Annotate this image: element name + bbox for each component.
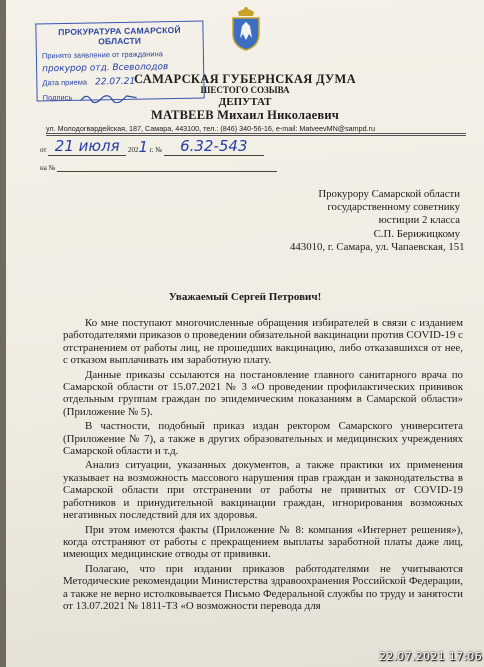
header-divider — [46, 133, 466, 134]
body-paragraph: При этом имеются факты (Приложение № 8: компания «Интернет решения»), когда отстраняют от работы с прекращением выплаты заработной платы даже лиц, имеющих медицинские отводы от прививки. — [63, 523, 463, 561]
reference-line — [40, 164, 277, 172]
stamp-accepted-label: Принято заявление от гражданина — [41, 49, 163, 61]
reference-label: на № — [40, 164, 56, 172]
stamp-title: ПРОКУРАТУРА САМАРСКОЙ ОБЛАСТИ — [58, 24, 181, 47]
outgoing-year-prefix: 202 — [127, 146, 139, 154]
convocation: ШЕСТОГО СОЗЫВА — [200, 85, 290, 95]
greeting: Уважаемый Сергей Петрович! — [168, 291, 322, 303]
org-name: САМАРСКАЯ ГУБЕРНСКАЯ ДУМА — [134, 72, 356, 86]
recipient-block — [290, 188, 465, 254]
outgoing-number-label: № — [155, 146, 163, 154]
deputy-name: МАТВЕЕВ Михаил Николаевич — [150, 108, 340, 122]
outgoing-year-suffix: 1 — [138, 138, 149, 156]
header-address: ул. Молодогвардейская, 187, Самара, 443100, тел.: (846) 340-56-16, e-mail: MatveevMN@sampd.ru — [46, 124, 376, 133]
stamp-handwritten-name: прокурор отд. Всеволодов — [42, 62, 169, 75]
recipient-line: юстиции 2 класса — [378, 214, 460, 227]
outgoing-year-label: г. — [149, 146, 154, 154]
recipient-line: государственному советнику — [327, 201, 460, 214]
stamp-date-value: 22.07.21 — [95, 76, 136, 88]
outgoing-prefix: от — [40, 146, 47, 154]
outgoing-number: 6.32-543 — [180, 137, 248, 155]
body-paragraph: В частности, подобный приказ издан ректором Самарского университета (Приложение № 7), а также в других образовательных и медицинских учреждениях Самарской области и т.д. — [63, 420, 463, 458]
body-paragraph: Данные приказы ссылаются на постановление главного санитарного врача по Самарской области от 15.07.2021 № 3 «О проведении профилактических прививок отдельным группам граждан по эпидемическим показаниям в Самарской области» (Приложение № 5). — [63, 368, 463, 418]
stamp-signature-label: Подпись — [42, 92, 73, 103]
samara-coat-of-arms-icon — [228, 4, 264, 52]
recipient-line: 443010, г. Самара, ул. Чапаевская, 151 — [290, 240, 465, 253]
body-paragraph: Ко мне поступают многочисленные обращения избирателей в связи с изданием работодателями приказов о проведении обязательной вакцинации против COVID-19 с отстранением от работы лиц, не прошедших вакцинацию, либо отказавшихся от нее, с отказом выплачивать им заработную плату. — [63, 317, 463, 367]
outgoing-date: 21 июля — [54, 137, 120, 155]
stamp-date-label: Дата приема — [42, 77, 88, 88]
deputy-title: ДЕПУТАТ — [218, 96, 272, 108]
body-paragraph: Полагаю, что при издании приказов работодателями не учитываются Методические рекомендации Министерства здравоохранения Российской Федерации, а также не верно истолковывается Письмо Федеральной службы по труду и занятости от 13.07.2021 № 1811-ТЗ «О возможности перевода для — [63, 562, 463, 612]
letter-body — [63, 317, 463, 614]
recipient-line: Прокурору Самарской области — [318, 188, 460, 200]
outgoing-number-line — [40, 137, 264, 156]
recipient-line: С.П. Берижицкому — [373, 227, 460, 240]
body-paragraph: Анализ ситуации, указанных документов, а также практики их применения указывает на возможность массового нарушения прав граждан и законодательства в Самарской области при отстранении от работы не привитых от COVID-19 работников и принудительной вакцинации граждан, игнорирования возможных негативных последствий для их здоровья. — [63, 459, 463, 522]
document-page — [6, 0, 484, 667]
photo-timestamp: 22.07.2021 17:06 — [379, 650, 482, 663]
header-divider-thin — [46, 135, 466, 136]
